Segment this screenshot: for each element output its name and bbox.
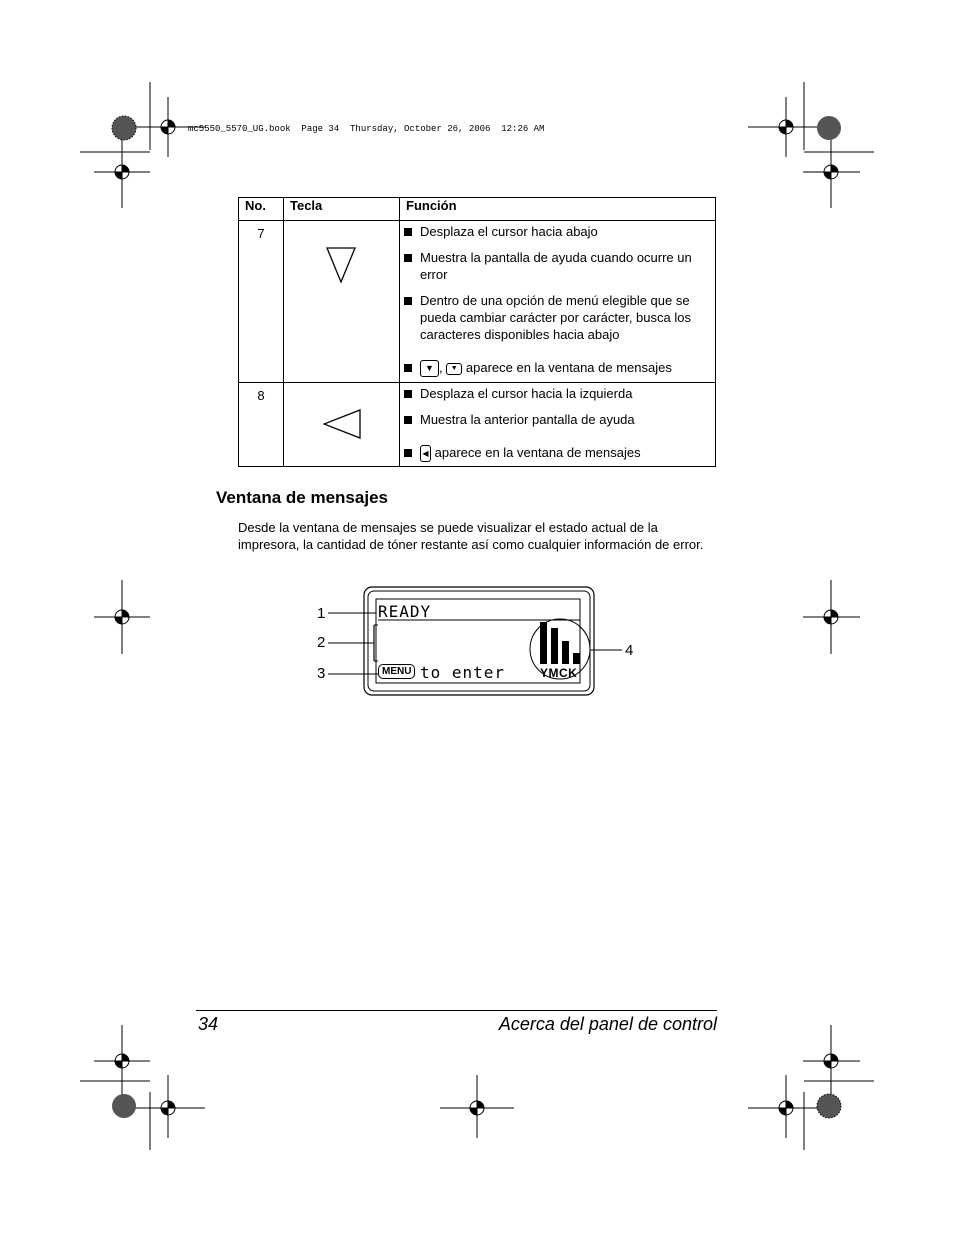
down-key-small-icon: ▼ (446, 363, 462, 375)
list-item (420, 444, 711, 462)
list-item: Dentro de una opción de menú elegible que se pueda cambiar carácter por carácter, busca los caracteres disponibles hacia abajo (420, 292, 711, 343)
lcd-prompt-text: to enter (420, 663, 506, 682)
callout-1: 1 (317, 605, 326, 622)
row-number: 8 (239, 383, 284, 467)
list-item-text: aparece en la ventana de mensajes (434, 445, 641, 460)
footer-page-number: 34 (198, 1014, 219, 1034)
toner-bars (540, 622, 580, 664)
list-item: Desplaza el cursor hacia la izquierda (420, 385, 711, 402)
menu-key-icon: MENU (378, 664, 415, 679)
left-key-icon: ◀ (420, 445, 431, 462)
col-tecla: Tecla (284, 198, 400, 221)
down-triangle-icon (326, 247, 356, 283)
table-header-row (239, 198, 716, 221)
function-cell (400, 221, 716, 383)
footer-rule (196, 1010, 717, 1011)
toner-bar-m (551, 628, 558, 664)
toner-bar-k (573, 653, 580, 664)
footer-chapter-title: Acerca del panel de control (498, 1014, 717, 1034)
lcd-diagram (300, 585, 660, 700)
row-number: 7 (239, 221, 284, 383)
key-cell (284, 383, 400, 467)
col-funcion: Función (400, 198, 716, 221)
list-item: Desplaza el cursor hacia abajo (420, 223, 711, 240)
section-heading: Ventana de mensajes (216, 488, 388, 507)
function-cell (400, 383, 716, 467)
toner-bar-c (562, 641, 569, 664)
list-item: Muestra la pantalla de ayuda cuando ocurre un error (420, 249, 711, 283)
callout-3: 3 (317, 665, 326, 682)
list-item: Muestra la anterior pantalla de ayuda (420, 411, 711, 428)
separator: , (439, 360, 443, 375)
list-item-text: aparece en la ventana de mensajes (465, 360, 672, 375)
left-triangle-icon (323, 409, 361, 439)
toner-label: YMCK (540, 666, 578, 680)
key-cell (284, 221, 400, 383)
callout-4: 4 (625, 642, 634, 659)
lcd-status-text: READY (378, 602, 432, 621)
list-item (420, 359, 711, 377)
callout-2: 2 (317, 634, 326, 651)
down-key-icon: ▼ (420, 360, 439, 377)
function-table (238, 197, 716, 467)
col-no: No. (239, 198, 284, 221)
message-window-figure (300, 585, 660, 700)
table-row (239, 221, 716, 383)
section-paragraph: Desde la ventana de mensajes se puede visualizar el estado actual de la impresora, la cantidad de tóner restante así como cualquier información de error. (238, 520, 704, 552)
table-row (239, 383, 716, 467)
toner-bar-y (540, 622, 547, 664)
print-header: mc5550_5570_UG.book Page 34 Thursday, October 26, 2006 12:26 AM (188, 124, 545, 134)
